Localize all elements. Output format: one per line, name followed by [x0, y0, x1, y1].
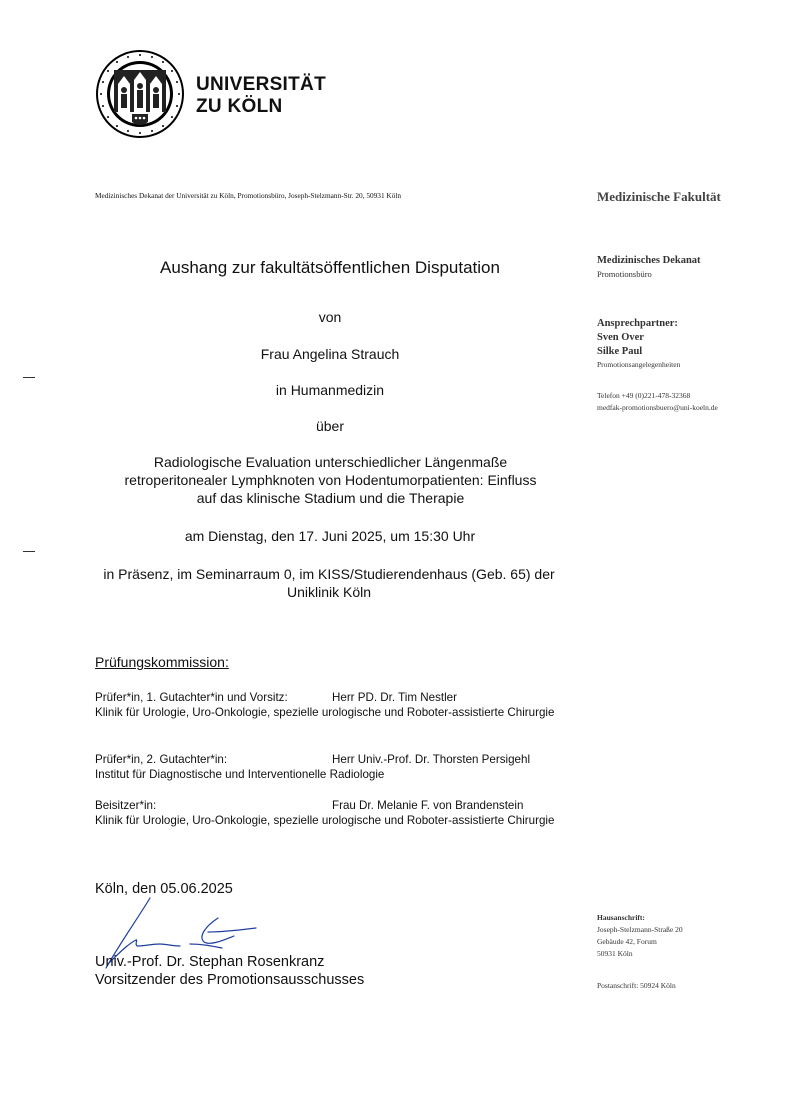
signer-title: Vorsitzender des Promotionsausschusses	[95, 972, 365, 988]
fold-mark-top	[23, 377, 35, 378]
house-address-building: Gebäude 42, Forum	[597, 937, 657, 946]
department-block	[597, 254, 701, 281]
signer-name: Univ.-Prof. Dr. Stephan Rosenkranz	[95, 954, 325, 970]
faculty-name: Medizinische Fakultät	[597, 189, 721, 204]
department-name: Medizinisches Dekanat	[597, 255, 701, 266]
committee-member-1	[95, 690, 575, 720]
disputation-location: in Präsenz, im Seminarraum 0, im KISS/Studierendenhaus (Geb. 65) der Uniklinik Köln	[103, 566, 555, 600]
university-name-line2: ZU KÖLN	[196, 96, 283, 117]
house-address-label: Hausanschrift:	[597, 913, 645, 922]
disputation-date: am Dienstag, den 17. Juni 2025, um 15:30 Uhr	[184, 528, 476, 544]
post-address: Postanschrift: 50924 Köln	[597, 981, 676, 990]
member-institution: Klinik für Urologie, Uro-Onkologie, spezielle urologische und Roboter-assistierte Chirurgie	[95, 706, 555, 719]
contact-phone: Telefon +49 (0)221-478-32368	[597, 391, 691, 400]
contact-person-1: Sven Over	[597, 332, 644, 343]
university-name-line1: UNIVERSITÄT	[196, 74, 326, 95]
house-address-block	[597, 912, 683, 960]
committee-member-2	[95, 752, 575, 782]
contact-label: Ansprechpartner:	[597, 318, 678, 329]
contact-person-2: Silke Paul	[597, 346, 643, 357]
committee-member-3	[95, 798, 575, 828]
member-name: Herr PD. Dr. Tim Nestler	[332, 691, 457, 704]
member-institution: Klinik für Urologie, Uro-Onkologie, spezielle urologische und Roboter-assistierte Chirurgie	[95, 814, 555, 827]
university-name	[196, 74, 326, 118]
candidate-field: in Humanmedizin	[275, 382, 385, 398]
committee-heading: Prüfungskommission:	[95, 654, 229, 670]
contact-role: Promotionsangelegenheiten	[597, 360, 681, 369]
member-name: Frau Dr. Melanie F. von Brandenstein	[332, 799, 524, 812]
contact-details	[597, 390, 718, 414]
sender-address-line: Medizinisches Dekanat der Universität zu Köln, Promotionsbüro, Joseph-Stelzmann-Str. 20, 50931 Köln	[95, 191, 402, 200]
member-institution: Institut für Diagnostische und Interventionelle Radiologie	[95, 768, 385, 781]
university-seal-logo	[96, 50, 184, 138]
contact-block	[597, 317, 680, 371]
member-role: Prüfer*in, 2. Gutachter*in:	[95, 753, 228, 766]
notice-von: von	[318, 309, 342, 325]
fold-mark-bottom	[23, 551, 35, 552]
member-role: Prüfer*in, 1. Gutachter*in und Vorsitz:	[95, 691, 288, 704]
member-name: Herr Univ.-Prof. Dr. Thorsten Persigehl	[332, 753, 531, 766]
house-address-city: 50931 Köln	[597, 949, 633, 958]
house-address-street: Joseph-Stelzmann-Straße 20	[597, 925, 683, 934]
department-office: Promotionsbüro	[597, 269, 652, 279]
candidate-name: Frau Angelina Strauch	[260, 346, 400, 362]
member-role: Beisitzer*in:	[95, 799, 157, 812]
thesis-title: Radiologische Evaluation unterschiedlicher Längenmaße retroperitonealer Lymphknoten von Hodentumorpatienten: Einfluss auf das klinische Stadium und die Therapie	[124, 454, 537, 506]
notice-title: Aushang zur fakultätsöffentlichen Disputation	[160, 258, 500, 277]
notice-ueber: über	[315, 418, 345, 434]
place-and-date: Köln, den 05.06.2025	[95, 881, 233, 897]
contact-email[interactable]: medfak-promotionsbuero@uni-koeln.de	[597, 403, 718, 412]
